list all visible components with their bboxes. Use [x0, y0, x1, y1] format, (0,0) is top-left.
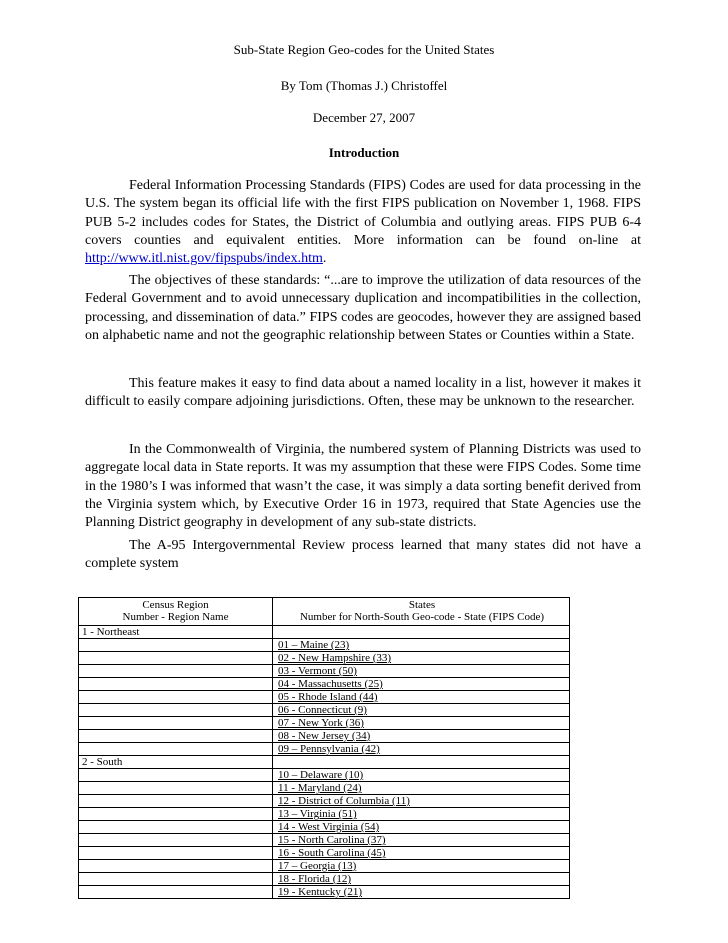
empty-region-cell: [79, 821, 273, 834]
col2-header-line2: Number for North-South Geo-code - State (FIPS Code): [299, 611, 545, 623]
empty-region-cell: [79, 834, 273, 847]
col1-header: [79, 598, 273, 626]
col1-header-line1: Census Region: [142, 599, 209, 611]
empty-region-cell: [79, 782, 273, 795]
state-row: [79, 665, 570, 678]
state-label: 10 – Delaware (10): [278, 769, 364, 781]
empty-region-cell: [79, 678, 273, 691]
state-cell: [273, 782, 570, 795]
state-cell: [273, 743, 570, 756]
state-row: [79, 834, 570, 847]
empty-region-cell: [79, 665, 273, 678]
state-row: [79, 717, 570, 730]
region-empty-cell: [273, 626, 570, 639]
state-row: [79, 730, 570, 743]
state-row: [79, 691, 570, 704]
empty-region-cell: [79, 795, 273, 808]
state-cell: [273, 873, 570, 886]
state-row: [79, 743, 570, 756]
state-label: 19 - Kentucky (21): [278, 886, 363, 898]
state-cell: [273, 704, 570, 717]
empty-region-cell: [79, 808, 273, 821]
state-label: 08 - New Jersey (34): [278, 730, 371, 742]
region-table: [78, 597, 570, 899]
empty-region-cell: [79, 847, 273, 860]
state-row: [79, 860, 570, 873]
state-label: 15 - North Carolina (37): [278, 834, 386, 846]
state-cell: [273, 847, 570, 860]
state-label: 04 - Massachusetts (25): [278, 678, 383, 690]
state-cell: [273, 717, 570, 730]
state-cell: [273, 665, 570, 678]
empty-region-cell: [79, 704, 273, 717]
state-label: 07 - New York (36): [278, 717, 364, 729]
state-row: [79, 704, 570, 717]
state-label: 05 - Rhode Island (44): [278, 691, 378, 703]
region-name-cell: 2 - South: [79, 756, 273, 769]
empty-region-cell: [79, 652, 273, 665]
state-label: 02 - New Hampshire (33): [278, 652, 392, 664]
region-empty-cell: [273, 756, 570, 769]
state-label: 01 – Maine (23): [278, 639, 350, 651]
state-row: [79, 795, 570, 808]
section-heading: Introduction: [328, 145, 400, 160]
col2-header-line1: States: [408, 599, 436, 611]
state-label: 09 – Pennsylvania (42): [278, 743, 380, 755]
col2-header: [273, 598, 570, 626]
state-label: 11 - Maryland (24): [278, 782, 362, 794]
empty-region-cell: [79, 873, 273, 886]
state-cell: [273, 678, 570, 691]
empty-region-cell: [79, 769, 273, 782]
empty-region-cell: [79, 639, 273, 652]
fips-link[interactable]: http://www.itl.nist.gov/fipspubs/index.htm: [85, 251, 323, 267]
state-row: [79, 769, 570, 782]
empty-region-cell: [79, 886, 273, 899]
region-row: [79, 626, 570, 639]
state-row: [79, 886, 570, 899]
state-cell: [273, 652, 570, 665]
col1-header-line2: Number - Region Name: [122, 611, 229, 623]
state-row: [79, 639, 570, 652]
region-row: [79, 756, 570, 769]
state-row: [79, 678, 570, 691]
state-cell: [273, 886, 570, 899]
state-row: [79, 847, 570, 860]
state-row: [79, 808, 570, 821]
state-cell: [273, 821, 570, 834]
table-header-row: [79, 598, 570, 626]
empty-region-cell: [79, 743, 273, 756]
paragraph-virginia: In the Commonwealth of Virginia, the numbered system of Planning Districts was used to aggregate local data in State reports. It was my assumption that these were FIPS Codes. Some time in the 1980’s I was informed that wasn’t the case, it was simply a data sorting benefit derived from the Virginia system which, by Executive Order 16 in 1973, required that State Agencies use the Planning District geography in development of any sub-state districts.: [85, 442, 641, 531]
state-label: 06 - Connecticut (9): [278, 704, 367, 716]
paragraph-end: .: [322, 251, 327, 267]
state-label: 13 – Virginia (51): [278, 808, 357, 820]
state-cell: [273, 730, 570, 743]
document-title: Sub-State Region Geo-codes for the United States: [233, 42, 495, 57]
empty-region-cell: [79, 691, 273, 704]
empty-region-cell: [79, 730, 273, 743]
paragraph-objectives: The objectives of these standards: “...are to improve the utilization of data resources of the Federal Government and to avoid unnecessary duplication and incompatibilities in the collection, processing, and dissemination of data.” FIPS codes are geocodes, however they are assigned based on alphabetic name and not the geographic relationship between States or Counties within a State.: [85, 273, 641, 343]
paragraph-feature: This feature makes it easy to find data about a named locality in a list, however it makes it difficult to easily compare adjoining jurisdictions. Often, these may be unknown to the researcher.: [85, 376, 641, 410]
state-label: 03 - Vermont (50): [278, 665, 357, 677]
paragraph-fips-intro: [85, 177, 641, 268]
state-cell: [273, 769, 570, 782]
state-row: [79, 873, 570, 886]
region-name-cell: 1 - Northeast: [79, 626, 273, 639]
state-cell: [273, 639, 570, 652]
paragraph-a95: The A-95 Intergovernmental Review process learned that many states did not have a complete system: [85, 538, 641, 572]
empty-region-cell: [79, 860, 273, 873]
state-cell: [273, 860, 570, 873]
paragraph-text: Federal Information Processing Standards (FIPS) Codes are used for data processing in the U.S. The system began its official life with the first FIPS publication on November 1, 1968. FIPS PUB 5-2 includes codes for States, the District of Columbia and outlying areas. FIPS PUB 6-4 covers counties and equivalent entities. More information can be found on-line at: [85, 178, 641, 248]
state-label: 12 - District of Columbia (11): [278, 795, 410, 807]
state-label: 16 - South Carolina (45): [278, 847, 386, 859]
state-label: 18 - Florida (12): [278, 873, 352, 885]
state-row: [79, 652, 570, 665]
state-cell: [273, 808, 570, 821]
empty-region-cell: [79, 717, 273, 730]
state-label: 17 – Georgia (13): [278, 860, 357, 872]
state-label: 14 - West Virginia (54): [278, 821, 380, 833]
state-cell: [273, 691, 570, 704]
state-cell: [273, 834, 570, 847]
state-row: [79, 821, 570, 834]
date-line: December 27, 2007: [312, 110, 416, 125]
author-line: By Tom (Thomas J.) Christoffel: [280, 78, 448, 93]
state-row: [79, 782, 570, 795]
state-cell: [273, 795, 570, 808]
